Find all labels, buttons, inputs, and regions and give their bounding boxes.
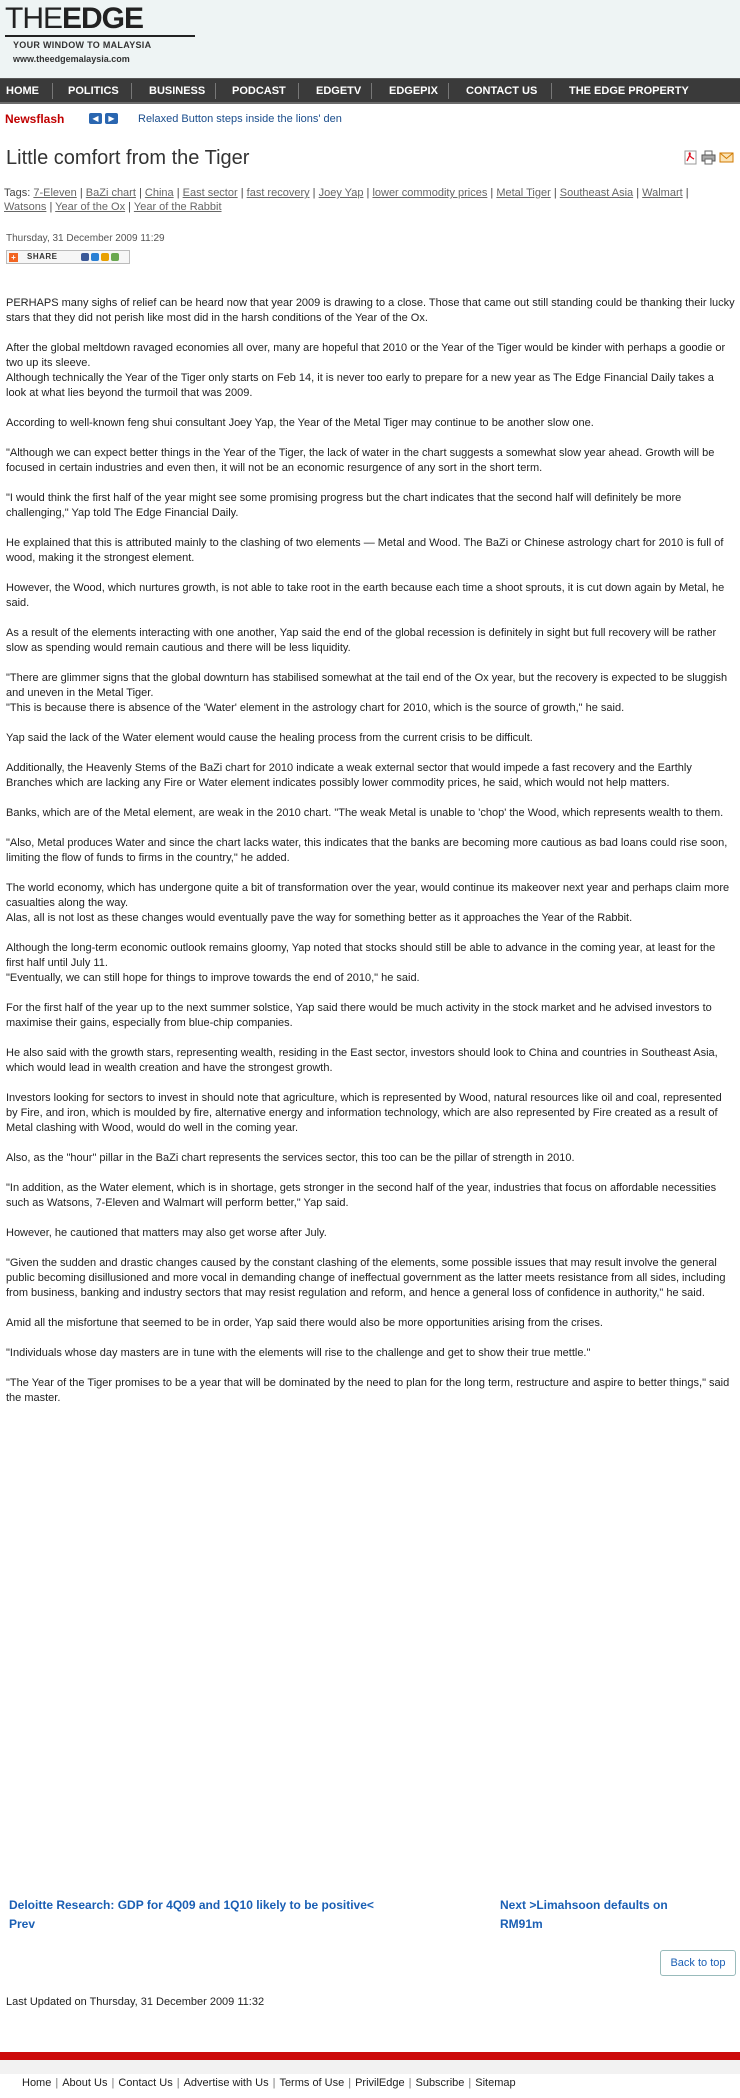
next-article-amount: RM91m [500, 1917, 543, 1931]
footer-grey-bar [0, 2060, 740, 2074]
paragraph-line: Also, as the "hour" pillar in the BaZi chart represents the services sector, this too can be the pillar of strength in 2010. [6, 1152, 575, 1164]
next-article-title: Next >Limahsoon defaults on [500, 1898, 668, 1912]
tag-link[interactable]: Joey Yap [318, 187, 364, 199]
site-header [0, 0, 740, 78]
newsflash-headline[interactable]: Relaxed Button steps inside the lions' den [138, 113, 342, 125]
nav-the-edge-property[interactable]: THE EDGE PROPERTY [569, 85, 689, 97]
nav-contact-us[interactable]: CONTACT US [466, 85, 538, 97]
paragraph-line: "Given the sudden and drastic changes caused by the constant clashing of the elements, some possible issues that may result involve the general public becoming disillusioned and more vocal in demanding change of ineffectual government as the latter meets resistance from all sides, including from business, banking and industry sectors that may resist regulation and reform, and hence a general loss of confidence in authority," he said. [6, 1257, 726, 1299]
paragraph-line: However, the Wood, which nurtures growth, is not able to take root in the earth because each time a shoot sprouts, it is cut down again by Metal, he said. [6, 582, 725, 609]
article-date: Thursday, 31 December 2009 11:29 [6, 233, 165, 244]
tag-link[interactable]: lower commodity prices [372, 187, 488, 199]
digg-icon [101, 253, 109, 261]
paragraph-line: Amid all the misfortune that seemed to be in order, Yap said there would also be more opportunities arising from the crises. [6, 1317, 603, 1329]
site-logo[interactable] [5, 2, 152, 64]
pdf-icon[interactable] [683, 150, 698, 165]
article-paragraph [6, 491, 736, 521]
stumble-icon [111, 253, 119, 261]
logo-edge: EDGE [62, 2, 144, 35]
nav-edgetv[interactable]: EDGETV [316, 85, 362, 97]
article-paragraph [6, 1226, 736, 1241]
article-paragraph [6, 1046, 736, 1076]
article-paragraph [6, 806, 736, 821]
article-paragraph [6, 296, 736, 326]
paragraph-line: Banks, which are of the Metal element, are weak in the 2010 chart. "The weak Metal is unable to 'chop' the Wood, which represents wealth to them. [6, 807, 724, 819]
article-paragraph [6, 1151, 736, 1166]
back-to-top-button[interactable]: Back to top [660, 1950, 736, 1976]
paragraph-line: "Eventually, we can still hope for things to improve towards the end of 2010," he said. [6, 972, 420, 984]
tag-link[interactable]: Year of the Ox [55, 201, 126, 213]
footer-link-contact-us[interactable]: Contact Us [118, 2077, 173, 2089]
article-paragraph [6, 941, 736, 986]
article-paragraph [6, 581, 736, 611]
arrow-right-icon[interactable]: ▶ [105, 113, 118, 124]
share-button[interactable] [6, 250, 130, 264]
paragraph-line: PERHAPS many sighs of relief can be heard now that year 2009 is drawing to a close. Those that came out still standing could be thanking their lucky stars that they did not perish like most did in the harsh conditions of the Year of the Ox. [6, 297, 735, 324]
newsflash-label: Newsflash [5, 112, 65, 126]
logo-underline [5, 35, 195, 37]
share-label: SHARE [27, 252, 58, 261]
article-tags: Tags: 7-Eleven | BaZi chart | China | East sector | fast recovery | Joey Yap | lower commodity prices | Metal Tiger | Southeast Asia | Walmart | Watsons | Year of the Ox | Year of the Rabbit [4, 187, 689, 213]
tag-link[interactable]: BaZi chart [85, 187, 136, 199]
print-icon[interactable] [701, 150, 716, 165]
paragraph-line: "Although we can expect better things in the Year of the Tiger, the lack of water in the chart suggests a somewhat slow year ahead. Growth will be focused in certain industries and even then, it will not be an economic resurgence of any sort in the short term. [6, 447, 715, 474]
article-paragraph [6, 1256, 736, 1301]
delicious-icon [91, 253, 99, 261]
nav-business[interactable]: BUSINESS [149, 85, 206, 97]
article-paragraph [6, 1001, 736, 1031]
prev-label: Prev [9, 1917, 36, 1931]
paragraph-line: "This is because there is absence of the 'Water' element in the astrology chart for 2010, which is the source of growth," he said. [6, 702, 625, 714]
tag-link[interactable]: Walmart [642, 187, 683, 199]
footer-link-home[interactable]: Home [22, 2077, 52, 2089]
paragraph-line: However, he cautioned that matters may also get worse after July. [6, 1227, 327, 1239]
article-paragraph [6, 416, 736, 431]
article-paragraph [6, 626, 736, 656]
paragraph-line: He explained that this is attributed mainly to the clashing of two elements — Metal and Wood. The BaZi or Chinese astrology chart for 2010 is full of wood, making it the strongest element. [6, 537, 724, 564]
main-nav [0, 78, 740, 104]
footer-red-bar [0, 2052, 740, 2060]
article-body [6, 296, 736, 1421]
nav-divider [551, 83, 552, 99]
article-paragraph [6, 671, 736, 716]
footer-link-priviledge[interactable]: PrivilEdge [355, 2077, 405, 2089]
plus-icon: + [9, 253, 18, 262]
nav-home[interactable]: HOME [6, 85, 39, 97]
footer-link-sitemap[interactable]: Sitemap [475, 2077, 516, 2089]
article-title: Little comfort from the Tiger [6, 147, 250, 169]
footer-links: Home | About Us | Contact Us | Advertise with Us | Terms of Use | PrivilEdge | Subscribe | Sitemap [22, 2077, 516, 2089]
tag-link[interactable]: fast recovery [246, 187, 310, 199]
nav-podcast[interactable]: PODCAST [232, 85, 286, 97]
paragraph-line: "Also, Metal produces Water and since the chart lacks water, this indicates that the banks are becoming more cautious as bad loans could rise soon, limiting the flow of funds to firms in the country," he added. [6, 837, 728, 864]
article-paragraph [6, 1376, 736, 1406]
nav-politics[interactable]: POLITICS [68, 85, 119, 97]
article-paragraph [6, 881, 736, 926]
paragraph-line: Yap said the lack of the Water element would cause the healing process from the current crisis to be difficult. [6, 732, 533, 744]
prev-article-link[interactable] [9, 1896, 429, 1934]
logo-tagline: YOUR WINDOW TO MALAYSIA [13, 40, 152, 50]
paragraph-line: The world economy, which has undergone quite a bit of transformation over the year, would continue its makeover next year and perhaps claim more casualties along the way. [6, 882, 730, 909]
tag-link[interactable]: East sector [182, 187, 238, 199]
footer-link-subscribe[interactable]: Subscribe [415, 2077, 465, 2089]
nav-divider [371, 83, 372, 99]
footer-link-advertise[interactable]: Advertise with Us [183, 2077, 269, 2089]
tag-link[interactable]: 7-Eleven [33, 187, 77, 199]
nav-divider [215, 83, 216, 99]
tags-label: Tags: [4, 187, 31, 199]
email-icon[interactable] [719, 150, 734, 165]
paragraph-line: "There are glimmer signs that the global downturn has stabilised somewhat at the tail end of the Ox year, but the recovery is expected to be sluggish and uneven in the Metal Tiger. [6, 672, 728, 699]
paragraph-line: "The Year of the Tiger promises to be a year that will be dominated by the need to plan for the long term, restructure and aspire to better things," said the master. [6, 1377, 730, 1404]
article-paragraph [6, 761, 736, 791]
newsflash-bar [0, 108, 740, 130]
tag-link[interactable]: Metal Tiger [496, 187, 551, 199]
paragraph-line: Alas, all is not lost as these changes would eventually pave the way for something better as it approaches the Year of the Rabbit. [6, 912, 633, 924]
article-paragraph [6, 731, 736, 746]
paragraph-line: Although technically the Year of the Tiger only starts on Feb 14, it is never too early to prepare for a new year as The Edge Financial Daily takes a look at what lies beyond the turmoil that was 2009. [6, 372, 714, 399]
article-paragraph [6, 446, 736, 476]
article-paragraph [6, 1346, 736, 1361]
next-article-link[interactable] [500, 1896, 720, 1934]
article-paragraph [6, 341, 736, 401]
footer-link-about-us[interactable]: About Us [62, 2077, 108, 2089]
article-paragraph [6, 1316, 736, 1331]
logo-the: THE [5, 2, 62, 35]
nav-divider [131, 83, 132, 99]
arrow-left-icon[interactable]: ◀ [89, 113, 102, 124]
nav-edgepix[interactable]: EDGEPIX [389, 85, 438, 97]
facebook-icon [81, 253, 89, 261]
nav-divider [448, 83, 449, 99]
paragraph-line: Additionally, the Heavenly Stems of the BaZi chart for 2010 indicate a weak external sector that would impede a fast recovery and the Earthly Branches which are lacking any Fire or Water element indicates possibly lower commodity prices, he said, which would not help matters. [6, 762, 692, 789]
article-paragraph [6, 1181, 736, 1211]
logo-url: www.theedgemalaysia.com [13, 54, 130, 64]
paragraph-line: Although the long-term economic outlook remains gloomy, Yap noted that stocks should still be able to advance in the coming year, at least for the first half until July 11. [6, 942, 716, 969]
article-paragraph [6, 1091, 736, 1136]
paragraph-line: As a result of the elements interacting with one another, Yap said the end of the global recession is definitely in sight but full recovery will be rather slow as spending would remain cautious and there will be less liquidity. [6, 627, 717, 654]
paragraph-line: "In addition, as the Water element, which is in shortage, gets stronger in the second half of the year, industries that focus on affordable necessities such as Watsons, 7-Eleven and Walmart will perform better," Yap said. [6, 1182, 717, 1209]
paragraph-line: "I would think the first half of the year might see some promising progress but the chart indicates that the second half will definitely be more challenging," Yap told The Edge Financial Daily. [6, 492, 682, 519]
paragraph-line: After the global meltdown ravaged economies all over, many are hopeful that 2010 or the Year of the Tiger would be kinder with perhaps a goodie or two up its sleeve. [6, 342, 726, 369]
last-updated: Last Updated on Thursday, 31 December 2009 11:32 [6, 1996, 265, 2008]
article-paragraph [6, 836, 736, 866]
prev-article-title: Deloitte Research: GDP for 4Q09 and 1Q10 likely to be positive< [9, 1898, 374, 1912]
paragraph-line: According to well-known feng shui consultant Joey Yap, the Year of the Metal Tiger may continue to be another slow one. [6, 417, 594, 429]
footer-link-terms[interactable]: Terms of Use [279, 2077, 345, 2089]
tag-link[interactable]: Watsons [4, 201, 47, 213]
paragraph-line: For the first half of the year up to the next summer solstice, Yap said there would be much activity in the stock market and he advised investors to maximise their gains, especially from blue-chip companies. [6, 1002, 712, 1029]
tag-link[interactable]: Southeast Asia [559, 187, 634, 199]
nav-divider [298, 83, 299, 99]
paragraph-line: "Individuals whose day masters are in tune with the elements will rise to the challenge and get to show their true mettle." [6, 1347, 591, 1359]
paragraph-line: Investors looking for sectors to invest in should note that agriculture, which is represented by Wood, natural resources like oil and coal, represented by Fire, and iron, which is moulded by fire, alternative energy and information technology, which are also represented by Fire created as a result of Metal clashing with Wood, would do well in the coming year. [6, 1092, 722, 1134]
paragraph-line: He also said with the growth stars, representing wealth, residing in the East sector, investors should look to China and countries in Southeast Asia, which would lead in wealth creation and have the strongest growth. [6, 1047, 718, 1074]
nav-divider [52, 83, 53, 99]
tag-link[interactable]: Year of the Rabbit [133, 201, 222, 213]
tag-link[interactable]: China [144, 187, 174, 199]
article-paragraph [6, 536, 736, 566]
